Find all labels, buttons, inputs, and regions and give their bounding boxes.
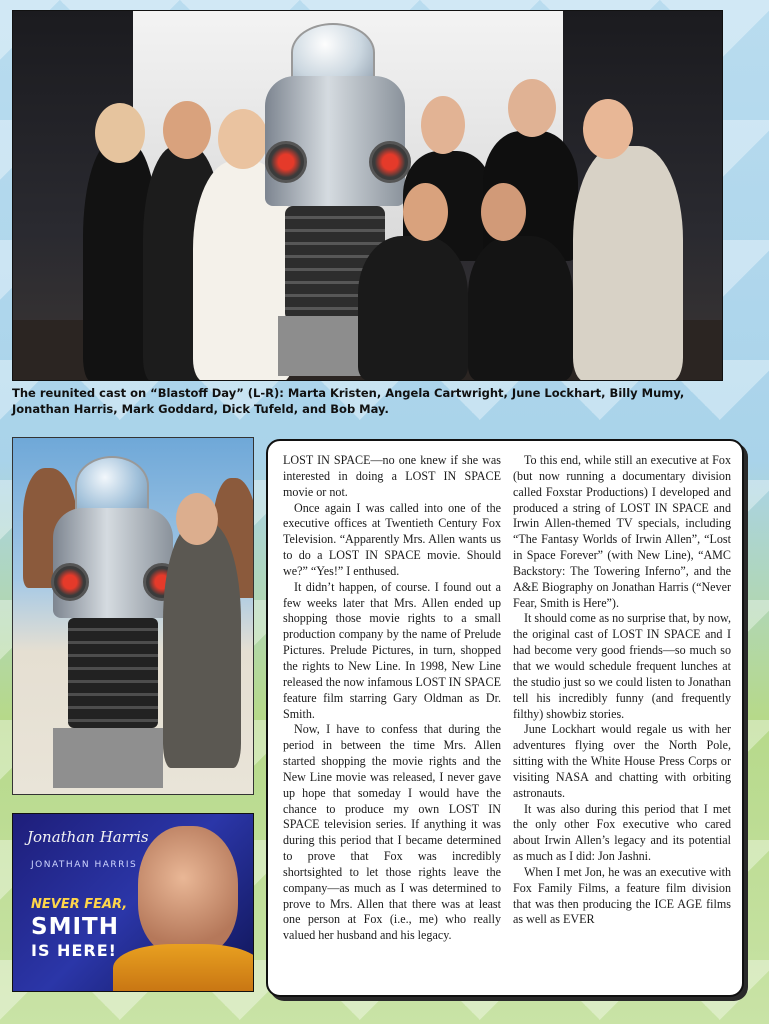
cast-photo [12,10,723,381]
paragraph: Once again I was called into one of the executive offices at Twentieth Century Fox Television. “Apparently Mrs. Allen wants us to do a LOST IN SPACE movie. Should we?” “Yes!” I enthused. [283,500,501,578]
cover-name: JONATHAN HARRIS [31,860,138,870]
cover-tagline-1: NEVER FEAR, [31,897,128,912]
person-head [508,79,556,137]
person-head [421,96,465,154]
person-head [403,183,448,241]
robot-arm [265,141,307,183]
paragraph: It didn’t happen, of course. I found out a few weeks later that Mrs. Allen ended up shopping those movie rights to a small production company by the name of Prelude Pictures. Prelude Pictures, in turn, shopped the rights to New Line. In 1998, New Line released the now infamous LOST IN SPACE feature film starring Gary Oldman as Dr. Smith. [283,579,501,721]
cover-tagline-3: IS HERE! [31,941,117,960]
paragraph: LOST IN SPACE—no one knew if she was interested in doing a LOST IN SPACE movie or not. [283,453,501,499]
cover-tagline-2: SMITH [31,914,119,940]
article-column-2 [513,453,731,928]
robot-torso [68,618,158,728]
portrait-sweater [113,944,254,992]
person-figure [573,146,683,381]
paragraph: It was also during this period that I met the only other Fox executive who cared about Irwin Allen’s legacy and its potential as much as I did: Jon Jashni. [513,801,731,864]
article-textbox [266,439,744,997]
portrait-face [138,826,238,956]
paragraph: Now, I have to confess that during the period in between the time Mrs. Allen started shopping the movie rights and the New Line movie was released, I never gave up hope that someday I would have the chance to produce my own LOST IN SPACE television series. If anything it was during this period that I became determined to prove that Fox was incredibly shortsighted to let those rights leave the company—as much as I was determined to prove to Mrs. Allen that there was at least one person at Fox (i.e., me) who really valued her husband and his legacy. [283,722,501,943]
robot-dome [291,23,375,82]
biography-cover [12,813,254,992]
person-head [583,99,633,159]
person-head [95,103,145,163]
robot-arm [369,141,411,183]
robot-dome [75,456,149,515]
robot-arm [51,563,89,601]
person-figure [163,523,241,768]
person-figure [358,236,468,381]
paragraph: To this end, while still an executive at Fox (but now running a documentary division called Foxstar Productions) I developed and produced a string of LOST IN SPACE and Irwin Allen-themed TV specials, including “The Fantasy Worlds of Irwin Allen”, “Lost in Space Forever” (with New Line), “AMC Backstory: The Towering Inferno”, and the A&E Biography on Jonathan Harris (“Never Fear, Smith is Here”). [513,453,731,610]
person-head [176,493,218,545]
paragraph: June Lockhart would regale us with her adventures flying over the North Pole, sitting with the White House Press Corps or visiting NASA and chatting with orbiting astronauts. [513,722,731,800]
person-head [481,183,526,241]
paragraph: When I met Jon, he was an executive with Fox Family Films, a feature film division that was then producing the ICE AGE films as well as EVER [513,864,731,927]
photo-caption: The reunited cast on “Blastoff Day” (L-R): Marta Kristen, Angela Cartwright, June Lockhart, Billy Mumy, Jonathan Harris, Mark Goddard, Dick Tufeld, and Bob May. [12,386,685,416]
person-figure [468,236,573,381]
paragraph: It should come as no surprise that, by now, the original cast of LOST IN SPACE and I had become very good friends—so much so that we would schedule frequent lunches at the studio just so we could listen to Jonathan tell his incredibly funny (and frequently filthy) showbiz stories. [513,611,731,721]
person-head [218,109,268,169]
signature: Jonathan Harris [27,828,149,846]
robot-photo [12,437,254,795]
robot-base [53,728,163,788]
person-head [163,101,211,159]
article-column-1 [283,453,501,944]
